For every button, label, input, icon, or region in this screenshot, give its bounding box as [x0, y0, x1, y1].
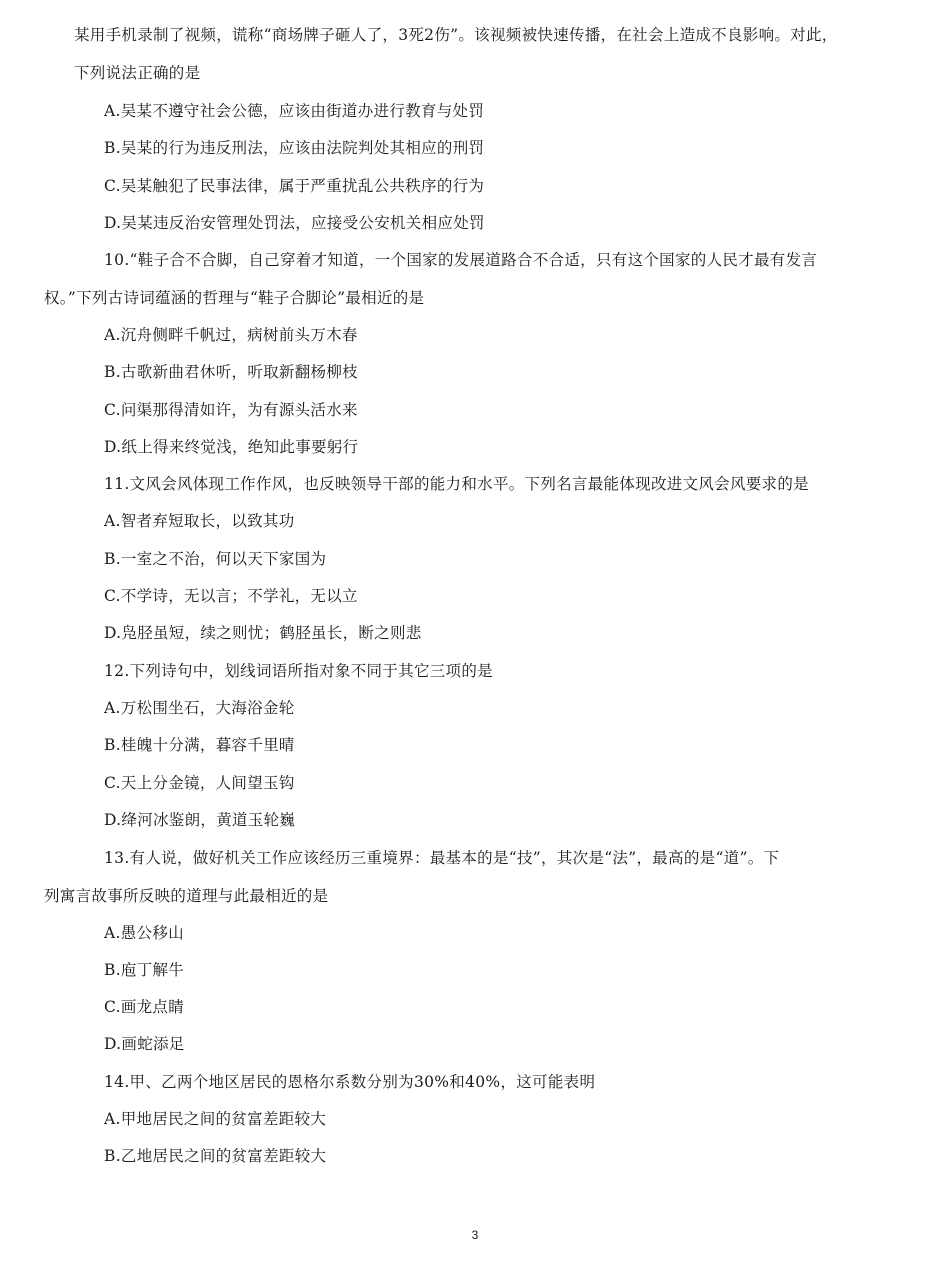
q9-stem-continuation: [74, 17, 894, 92]
q11-option-c: C.不学诗，无以言；不学礼，无以立: [104, 587, 358, 605]
q10-option-b: B.古歌新曲君休听，听取新翻杨柳枝: [104, 363, 358, 381]
q10-option-a: A.沉舟侧畔千帆过，病树前头万木春: [104, 326, 358, 344]
q10-option-c: C.问渠那得清如许，为有源头活水来: [104, 401, 358, 419]
q14-stem: 14.甲、乙两个地区居民的恩格尔系数分别为30%和40%，这可能表明: [104, 1073, 596, 1091]
q11-option-d: D.凫胫虽短，续之则忧；鹤胫虽长，断之则悲: [104, 624, 422, 642]
q13-option-a: A.愚公移山: [104, 924, 184, 942]
q11-option-a: A.智者弃短取长，以致其功: [104, 512, 295, 530]
q13-stem-line-1: 13.有人说，做好机关工作应该经历三重境界：最基本的是“技”，其次是“法”，最高的是“道”。下: [104, 849, 780, 867]
q11-option-b: B.一室之不治，何以天下家国为: [104, 550, 327, 568]
q10-stem-line-2: 权。”下列古诗词蕴涵的哲理与“鞋子合脚论”最相近的是: [44, 288, 425, 307]
q13-option-c: C.画龙点睛: [104, 998, 185, 1016]
q12-option-a: A.万松围坐石，大海浴金轮: [104, 699, 295, 717]
q12-option-c: C.天上分金镜，人间望玉钩: [104, 774, 295, 792]
q9-stem-line-1: 某用手机录制了视频，谎称“商场牌子砸人了，3死2伤”。该视频被快速传播，在社会上造成不良影响。对此，: [74, 26, 838, 44]
q14-option-a: A.甲地居民之间的贫富差距较大: [104, 1110, 327, 1128]
q9-option-b: B.吴某的行为违反刑法，应该由法院判处其相应的刑罚: [104, 139, 485, 157]
q9-stem-line-2: 下列说法正确的是: [74, 63, 201, 82]
q13-option-d: D.画蛇添足: [104, 1035, 185, 1053]
q12-option-d: D.绛河冰鉴朗，黄道玉轮巍: [104, 811, 296, 829]
q10-stem-line-1: 10.“鞋子合不合脚，自己穿着才知道，一个国家的发展道路合不合适，只有这个国家的人民才最有发言: [104, 251, 818, 269]
q10-stem: [44, 242, 894, 317]
q12-stem: 12.下列诗句中，划线词语所指对象不同于其它三项的是: [104, 662, 493, 680]
q10-option-d: D.纸上得来终觉浅，绝知此事要躬行: [104, 438, 359, 456]
q9-option-a: A.吴某不遵守社会公德，应该由街道办进行教育与处罚: [104, 102, 485, 120]
q13-option-b: B.庖丁解牛: [104, 961, 185, 979]
q11-stem: 11.文风会风体现工作作风，也反映领导干部的能力和水平。下列名言最能体现改进文风会风要求的是: [104, 475, 809, 493]
page-number: 3: [471, 1228, 479, 1242]
q9-option-c: C.吴某触犯了民事法律，属于严重扰乱公共秩序的行为: [104, 177, 485, 195]
q13-stem: [44, 840, 894, 915]
q14-option-b: B.乙地居民之间的贫富差距较大: [104, 1147, 327, 1165]
q13-stem-line-2: 列寓言故事所反映的道理与此最相近的是: [44, 886, 329, 905]
q9-option-d: D.吴某违反治安管理处罚法，应接受公安机关相应处罚: [104, 214, 485, 232]
q12-option-b: B.桂魄十分满，暮容千里晴: [104, 736, 295, 754]
